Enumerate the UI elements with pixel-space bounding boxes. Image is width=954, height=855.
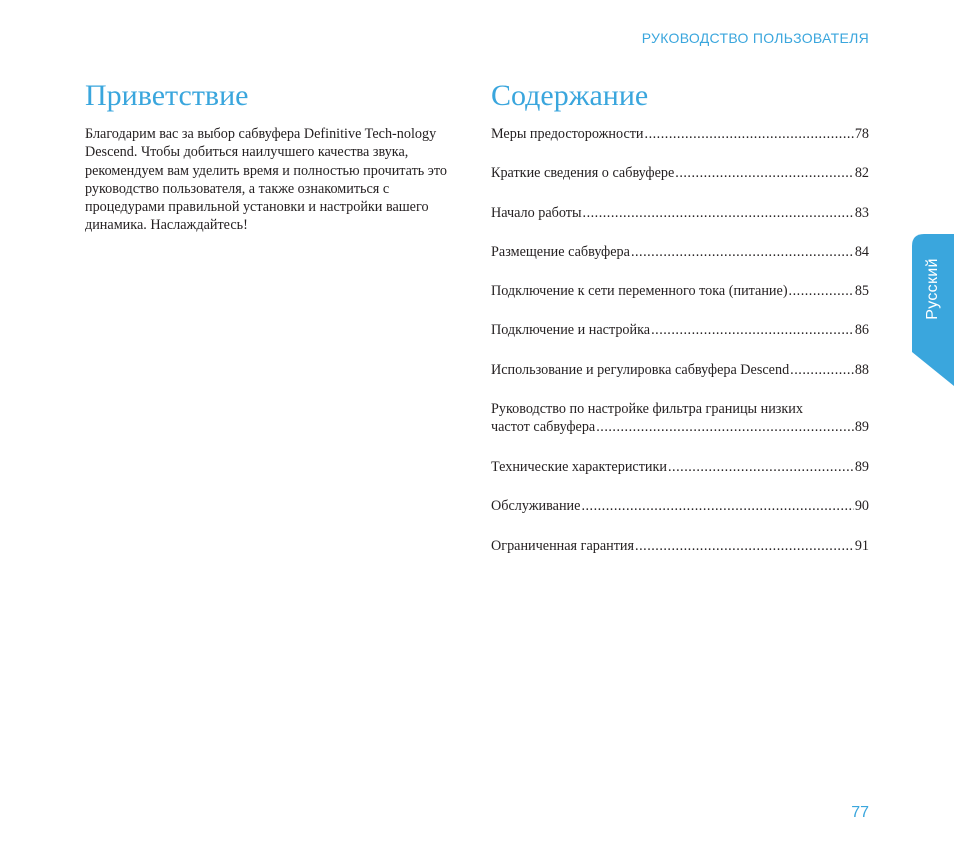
toc-entry[interactable] [491, 400, 869, 458]
language-tab[interactable] [912, 234, 954, 386]
contents-title: Содержание [491, 79, 649, 112]
language-tab-label: Русский [924, 258, 941, 320]
toc-entry-title: Обслуживание [491, 498, 581, 515]
toc-entry-title: Подключение и настройка [491, 322, 651, 339]
toc-entry[interactable] [491, 537, 869, 576]
toc-entry[interactable] [491, 164, 869, 203]
toc-entry-page: 78 [854, 126, 869, 142]
toc-entry[interactable] [491, 497, 869, 536]
toc-entry-title: Размещение сабвуфера [491, 243, 630, 260]
toc-entry-title: Ограниченная гарантия [491, 537, 635, 554]
toc-entry-page: 88 [854, 361, 869, 378]
toc-entry[interactable] [491, 458, 869, 497]
toc-entry-page: 84 [854, 243, 869, 260]
toc-leader-dots [675, 164, 854, 182]
welcome-body-text: Благодарим вас за выбор сабвуфера Definitive Tech-nology Descend. Чтобы добиться наилучшего качества звука, рекомендуем вам уделить время и полностью прочитать это руководство пользователя, а также ознакомиться с процедурами правильной установки и настройки вашего динамика. Наслаждайтесь! [85, 126, 448, 234]
toc-entry[interactable] [491, 321, 869, 360]
toc-entry-page: 89 [854, 459, 869, 476]
toc-entry-title: Начало работы [491, 204, 582, 221]
toc-entry-title: Меры предосторожности [491, 126, 644, 142]
toc-entry-title: Использование и регулировка сабвуфера Descend [491, 361, 790, 378]
toc-entry[interactable] [491, 243, 869, 282]
toc-entry-title: Подключение к сети переменного тока (питание) [491, 283, 788, 300]
toc-entry[interactable] [491, 125, 869, 164]
toc-leader-dots [583, 204, 854, 222]
toc-entry-title: Технические характеристики [491, 459, 667, 476]
toc-entry-page: 90 [854, 498, 869, 515]
toc-entry-title-continued: частот сабвуфера [491, 419, 596, 436]
toc-entry-page: 86 [854, 322, 869, 339]
toc-entry-page: 89 [854, 419, 869, 436]
toc-leader-dots [668, 458, 854, 476]
toc-entry-page: 91 [854, 537, 869, 554]
toc-leader-dots [645, 125, 854, 143]
toc-entry[interactable] [491, 204, 869, 243]
toc-entry-title: Краткие сведения о сабвуфере [491, 165, 675, 182]
toc-entry[interactable] [491, 361, 869, 400]
toc-leader-dots [631, 243, 854, 261]
toc-entry-title: Руководство по настройке фильтра границы низких [491, 401, 803, 418]
table-of-contents [491, 125, 869, 576]
toc-entry-page: 83 [854, 204, 869, 221]
toc-entry-page: 82 [854, 165, 869, 182]
running-header: РУКОВОДСТВО ПОЛЬЗОВАТЕЛЯ [641, 30, 869, 46]
toc-leader-dots [651, 321, 854, 339]
toc-leader-dots [789, 282, 854, 300]
toc-leader-dots [581, 497, 853, 515]
toc-leader-dots [790, 361, 854, 379]
toc-leader-dots [635, 537, 854, 555]
toc-entry-page: 85 [854, 283, 869, 300]
toc-entry[interactable] [491, 282, 869, 321]
welcome-title: Приветствие [85, 79, 249, 112]
toc-leader-dots [596, 418, 854, 436]
page-number: 77 [851, 804, 869, 821]
